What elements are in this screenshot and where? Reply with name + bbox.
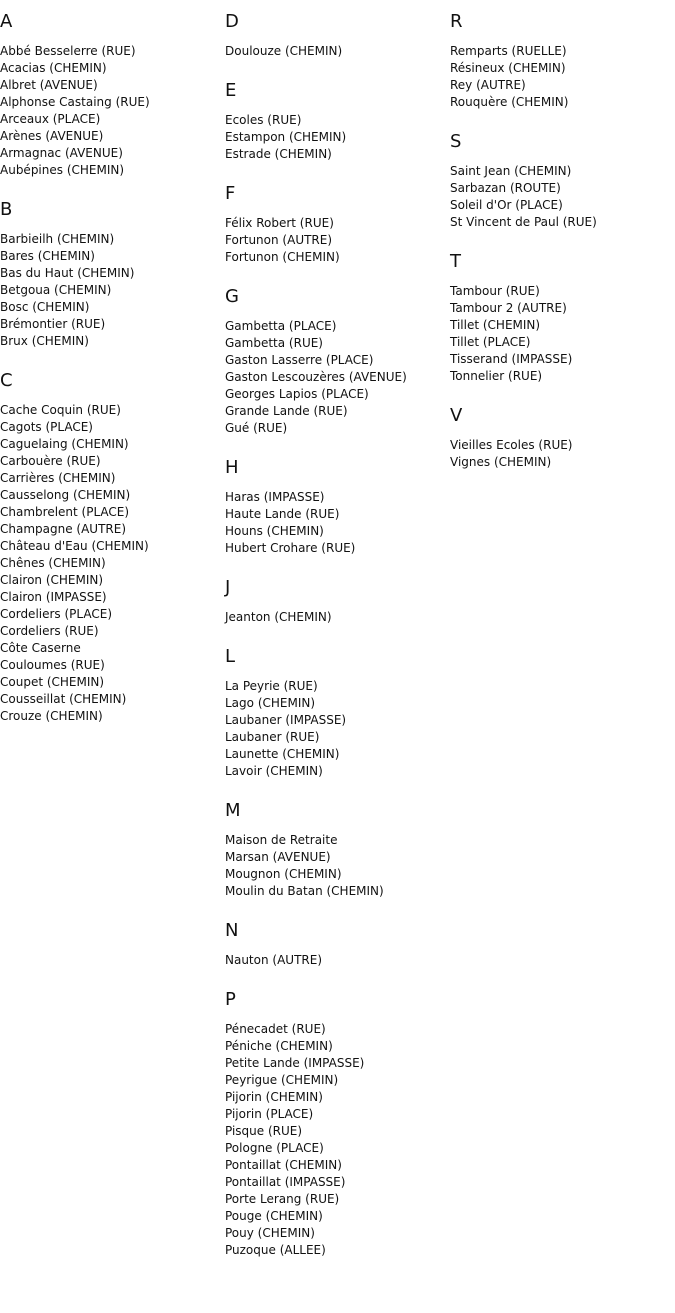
list-item xyxy=(225,1123,450,1140)
list-item xyxy=(225,832,450,849)
letter-section-h xyxy=(225,456,450,557)
list-item xyxy=(0,657,225,674)
street-link[interactable]: Laubaner (RUE) xyxy=(225,730,320,744)
list-item xyxy=(225,1208,450,1225)
list-item xyxy=(0,521,225,538)
list-item xyxy=(225,318,450,335)
street-list xyxy=(450,43,675,111)
street-link[interactable]: Hubert Crohare (RUE) xyxy=(225,541,356,555)
street-link[interactable]: Félix Robert (RUE) xyxy=(225,216,334,230)
list-item xyxy=(450,454,675,471)
street-link[interactable]: Petite Lande (IMPASSE) xyxy=(225,1056,365,1070)
street-link[interactable]: Résineux (CHEMIN) xyxy=(450,61,566,75)
list-item xyxy=(0,265,225,282)
list-item xyxy=(225,1021,450,1038)
list-item xyxy=(225,489,450,506)
street-link[interactable]: Fortunon (AUTRE) xyxy=(225,233,333,247)
street-link[interactable]: Cache Coquin (RUE) xyxy=(0,403,121,417)
street-link[interactable]: Rey (AUTRE) xyxy=(450,78,526,92)
letter-section-m xyxy=(225,799,450,900)
list-item xyxy=(450,437,675,454)
street-link[interactable]: Chênes (CHEMIN) xyxy=(0,556,106,570)
street-link[interactable]: Moulin du Batan (CHEMIN) xyxy=(225,884,384,898)
street-link[interactable]: Porte Lerang (RUE) xyxy=(225,1192,340,1206)
list-item xyxy=(225,849,450,866)
list-item xyxy=(450,351,675,368)
street-link[interactable]: Pouy (CHEMIN) xyxy=(225,1226,315,1240)
list-item xyxy=(0,282,225,299)
letter-section-d xyxy=(225,10,450,60)
letter-heading: D xyxy=(225,11,239,32)
list-item xyxy=(225,763,450,780)
street-link[interactable]: Barbieilh (CHEMIN) xyxy=(0,232,115,246)
street-link[interactable]: Clairon (IMPASSE) xyxy=(0,590,107,604)
letter-heading: C xyxy=(0,370,13,391)
street-link[interactable]: Crouze (CHEMIN) xyxy=(0,709,103,723)
street-link[interactable]: Doulouze (CHEMIN) xyxy=(225,44,343,58)
list-item xyxy=(225,1089,450,1106)
street-link[interactable]: Abbé Besselerre (RUE) xyxy=(0,44,136,58)
street-list xyxy=(225,43,450,60)
list-item xyxy=(225,249,450,266)
letter-heading: P xyxy=(225,989,236,1010)
list-item xyxy=(225,146,450,163)
list-item xyxy=(225,506,450,523)
list-item xyxy=(225,335,450,352)
letter-heading: V xyxy=(450,405,463,426)
list-item xyxy=(225,129,450,146)
list-item xyxy=(0,691,225,708)
list-item xyxy=(0,111,225,128)
street-list xyxy=(225,952,450,969)
street-link[interactable]: Château d'Eau (CHEMIN) xyxy=(0,539,149,553)
list-item xyxy=(0,231,225,248)
street-link[interactable]: Remparts (RUELLE) xyxy=(450,44,567,58)
list-item xyxy=(0,572,225,589)
list-item xyxy=(0,145,225,162)
list-item xyxy=(0,162,225,179)
letter-heading: G xyxy=(225,286,239,307)
street-link[interactable]: Ecoles (RUE) xyxy=(225,113,302,127)
letter-heading: J xyxy=(225,577,231,598)
street-link[interactable]: Brux (CHEMIN) xyxy=(0,334,89,348)
list-item xyxy=(450,43,675,60)
street-link[interactable]: Grande Lande (RUE) xyxy=(225,404,348,418)
street-link[interactable]: Causselong (CHEMIN) xyxy=(0,488,131,502)
street-link[interactable]: Estampon (CHEMIN) xyxy=(225,130,347,144)
list-item xyxy=(0,538,225,555)
street-link[interactable]: Tisserand (IMPASSE) xyxy=(450,352,573,366)
street-link[interactable]: Couloumes (RUE) xyxy=(0,658,105,672)
street-list xyxy=(0,402,225,725)
list-item xyxy=(0,470,225,487)
street-list xyxy=(0,231,225,350)
list-item xyxy=(225,712,450,729)
street-index-column-2 xyxy=(225,0,450,1278)
street-link[interactable]: Clairon (CHEMIN) xyxy=(0,573,104,587)
list-item xyxy=(0,60,225,77)
letter-section-c xyxy=(0,369,225,725)
street-link[interactable]: La Peyrie (RUE) xyxy=(225,679,318,693)
street-link[interactable]: Mougnon (CHEMIN) xyxy=(225,867,342,881)
street-list xyxy=(225,678,450,780)
list-item xyxy=(450,368,675,385)
list-item xyxy=(225,883,450,900)
street-list xyxy=(450,283,675,385)
letter-heading: F xyxy=(225,183,236,204)
street-link[interactable]: Pologne (PLACE) xyxy=(225,1141,324,1155)
list-item xyxy=(225,1055,450,1072)
list-item xyxy=(0,402,225,419)
street-list xyxy=(225,1021,450,1259)
street-link[interactable]: Gambetta (RUE) xyxy=(225,336,323,350)
list-item xyxy=(0,555,225,572)
list-item xyxy=(225,540,450,557)
list-item xyxy=(0,640,225,657)
list-item xyxy=(0,43,225,60)
list-item xyxy=(0,77,225,94)
letter-heading: S xyxy=(450,131,462,152)
street-link[interactable]: Peyrigue (CHEMIN) xyxy=(225,1073,339,1087)
street-link[interactable]: Pisque (RUE) xyxy=(225,1124,303,1138)
street-link[interactable]: Pijorin (CHEMIN) xyxy=(225,1090,323,1104)
list-item xyxy=(0,248,225,265)
list-item xyxy=(0,94,225,111)
list-item xyxy=(225,1242,450,1259)
street-link[interactable]: Tillet (PLACE) xyxy=(450,335,531,349)
street-link[interactable]: Haute Lande (RUE) xyxy=(225,507,340,521)
letter-heading: B xyxy=(0,199,13,220)
letter-heading: T xyxy=(450,251,461,272)
street-list xyxy=(450,437,675,471)
letter-heading: H xyxy=(225,457,239,478)
list-item xyxy=(225,403,450,420)
street-link[interactable]: Soleil d'Or (PLACE) xyxy=(450,198,563,212)
list-item xyxy=(225,1225,450,1242)
street-link[interactable]: Pontaillat (CHEMIN) xyxy=(225,1158,342,1172)
street-link[interactable]: Lago (CHEMIN) xyxy=(225,696,316,710)
list-item xyxy=(0,708,225,725)
list-item xyxy=(225,678,450,695)
street-link[interactable]: Gué (RUE) xyxy=(225,421,288,435)
street-link[interactable]: Marsan (AVENUE) xyxy=(225,850,331,864)
street-link[interactable]: Caguelaing (CHEMIN) xyxy=(0,437,129,451)
list-item xyxy=(0,589,225,606)
letter-heading: E xyxy=(225,80,237,101)
list-item xyxy=(225,1191,450,1208)
list-item xyxy=(225,232,450,249)
street-list xyxy=(225,609,450,626)
street-link[interactable]: Pouge (CHEMIN) xyxy=(225,1209,323,1223)
street-link[interactable]: Sarbazan (ROUTE) xyxy=(450,181,561,195)
list-item xyxy=(225,112,450,129)
street-link[interactable]: Aubépines (CHEMIN) xyxy=(0,163,125,177)
street-link[interactable]: Pontaillat (IMPASSE) xyxy=(225,1175,346,1189)
list-item xyxy=(0,419,225,436)
street-link[interactable]: Chambrelent (PLACE) xyxy=(0,505,130,519)
list-item xyxy=(225,386,450,403)
street-link[interactable]: Côte Caserne xyxy=(0,641,81,655)
list-item xyxy=(450,163,675,180)
list-item xyxy=(225,866,450,883)
street-link[interactable]: Carbouère (RUE) xyxy=(0,454,101,468)
list-item xyxy=(450,77,675,94)
street-link[interactable]: Vieilles Ecoles (RUE) xyxy=(450,438,573,452)
list-item xyxy=(0,128,225,145)
list-item xyxy=(0,674,225,691)
list-item xyxy=(450,300,675,317)
list-item xyxy=(450,334,675,351)
street-link[interactable]: Coupet (CHEMIN) xyxy=(0,675,105,689)
list-item xyxy=(0,623,225,640)
street-list xyxy=(0,43,225,179)
street-link[interactable]: Rouquère (CHEMIN) xyxy=(450,95,569,109)
street-link[interactable]: Houns (CHEMIN) xyxy=(225,524,324,538)
street-link[interactable]: Georges Lapios (PLACE) xyxy=(225,387,369,401)
street-link[interactable]: Vignes (CHEMIN) xyxy=(450,455,552,469)
letter-heading: N xyxy=(225,920,239,941)
list-item xyxy=(225,215,450,232)
street-link[interactable]: Puzoque (ALLEE) xyxy=(225,1243,326,1257)
street-link[interactable]: Estrade (CHEMIN) xyxy=(225,147,332,161)
street-link[interactable]: St Vincent de Paul (RUE) xyxy=(450,215,597,229)
list-item xyxy=(225,1072,450,1089)
list-item xyxy=(225,746,450,763)
letter-section-a xyxy=(0,10,225,179)
street-index-column-1 xyxy=(0,0,225,744)
letter-section-l xyxy=(225,645,450,780)
list-item xyxy=(0,453,225,470)
list-item xyxy=(450,214,675,231)
street-link[interactable]: Maison de Retraite xyxy=(225,833,338,847)
street-link[interactable]: Saint Jean (CHEMIN) xyxy=(450,164,572,178)
list-item xyxy=(450,197,675,214)
street-link[interactable]: Bosc (CHEMIN) xyxy=(0,300,90,314)
street-list xyxy=(225,215,450,266)
street-link[interactable]: Haras (IMPASSE) xyxy=(225,490,325,504)
letter-section-e xyxy=(225,79,450,163)
street-link[interactable]: Tambour 2 (AUTRE) xyxy=(450,301,567,315)
street-link[interactable]: Pénecadet (RUE) xyxy=(225,1022,326,1036)
street-link[interactable]: Lavoir (CHEMIN) xyxy=(225,764,323,778)
letter-section-b xyxy=(0,198,225,350)
list-item xyxy=(225,1174,450,1191)
street-link[interactable]: Bares (CHEMIN) xyxy=(0,249,95,263)
list-item xyxy=(225,952,450,969)
list-item xyxy=(450,180,675,197)
list-item xyxy=(225,695,450,712)
street-link[interactable]: Cousseillat (CHEMIN) xyxy=(0,692,127,706)
letter-section-t xyxy=(450,250,675,385)
list-item xyxy=(450,60,675,77)
street-list xyxy=(225,489,450,557)
list-item xyxy=(225,1038,450,1055)
letter-heading: L xyxy=(225,646,236,667)
list-item xyxy=(450,94,675,111)
street-link[interactable]: Cordeliers (PLACE) xyxy=(0,607,113,621)
list-item xyxy=(0,333,225,350)
street-link[interactable]: Arènes (AVENUE) xyxy=(0,129,104,143)
list-item xyxy=(225,43,450,60)
street-link[interactable]: Brémontier (RUE) xyxy=(0,317,106,331)
street-link[interactable]: Gaston Lasserre (PLACE) xyxy=(225,353,374,367)
letter-section-j xyxy=(225,576,450,626)
street-link[interactable]: Armagnac (AVENUE) xyxy=(0,146,123,160)
list-item xyxy=(0,606,225,623)
street-link[interactable]: Jeanton (CHEMIN) xyxy=(225,610,332,624)
list-item xyxy=(450,283,675,300)
street-link[interactable]: Tillet (CHEMIN) xyxy=(450,318,541,332)
list-item xyxy=(0,299,225,316)
list-item xyxy=(0,487,225,504)
list-item xyxy=(225,729,450,746)
street-link[interactable]: Alphonse Castaing (RUE) xyxy=(0,95,150,109)
list-item xyxy=(225,523,450,540)
street-link[interactable]: Cordeliers (RUE) xyxy=(0,624,99,638)
letter-heading: A xyxy=(0,11,13,32)
street-link[interactable]: Tonnelier (RUE) xyxy=(450,369,543,383)
list-item xyxy=(0,436,225,453)
list-item xyxy=(225,420,450,437)
list-item xyxy=(225,609,450,626)
list-item xyxy=(225,369,450,386)
street-list xyxy=(225,832,450,900)
street-link[interactable]: Nauton (AUTRE) xyxy=(225,953,323,967)
list-item xyxy=(0,504,225,521)
list-item xyxy=(0,316,225,333)
letter-heading: M xyxy=(225,800,241,821)
street-link[interactable]: Gambetta (PLACE) xyxy=(225,319,337,333)
street-link[interactable]: Albret (AVENUE) xyxy=(0,78,98,92)
list-item xyxy=(225,1157,450,1174)
street-list xyxy=(450,163,675,231)
street-link[interactable]: Gaston Lescouzères (AVENUE) xyxy=(225,370,407,384)
street-link[interactable]: Bas du Haut (CHEMIN) xyxy=(0,266,135,280)
letter-section-p xyxy=(225,988,450,1259)
street-list xyxy=(225,318,450,437)
letter-heading: R xyxy=(450,11,463,32)
letter-section-n xyxy=(225,919,450,969)
list-item xyxy=(225,1106,450,1123)
street-link[interactable]: Acacias (CHEMIN) xyxy=(0,61,107,75)
street-link[interactable]: Péniche (CHEMIN) xyxy=(225,1039,333,1053)
street-link[interactable]: Champagne (AUTRE) xyxy=(0,522,127,536)
street-list xyxy=(225,112,450,163)
street-link[interactable]: Launette (CHEMIN) xyxy=(225,747,340,761)
letter-section-g xyxy=(225,285,450,437)
letter-section-v xyxy=(450,404,675,471)
street-link[interactable]: Tambour (RUE) xyxy=(450,284,540,298)
list-item xyxy=(450,317,675,334)
street-link[interactable]: Pijorin (PLACE) xyxy=(225,1107,314,1121)
street-index-column-3 xyxy=(450,0,675,490)
street-link[interactable]: Arceaux (PLACE) xyxy=(0,112,101,126)
list-item xyxy=(225,1140,450,1157)
list-item xyxy=(225,352,450,369)
street-link[interactable]: Cagots (PLACE) xyxy=(0,420,93,434)
letter-section-s xyxy=(450,130,675,231)
letter-section-r xyxy=(450,10,675,111)
street-link[interactable]: Betgoua (CHEMIN) xyxy=(0,283,112,297)
street-link[interactable]: Fortunon (CHEMIN) xyxy=(225,250,340,264)
street-link[interactable]: Carrières (CHEMIN) xyxy=(0,471,116,485)
letter-section-f xyxy=(225,182,450,266)
street-link[interactable]: Laubaner (IMPASSE) xyxy=(225,713,347,727)
